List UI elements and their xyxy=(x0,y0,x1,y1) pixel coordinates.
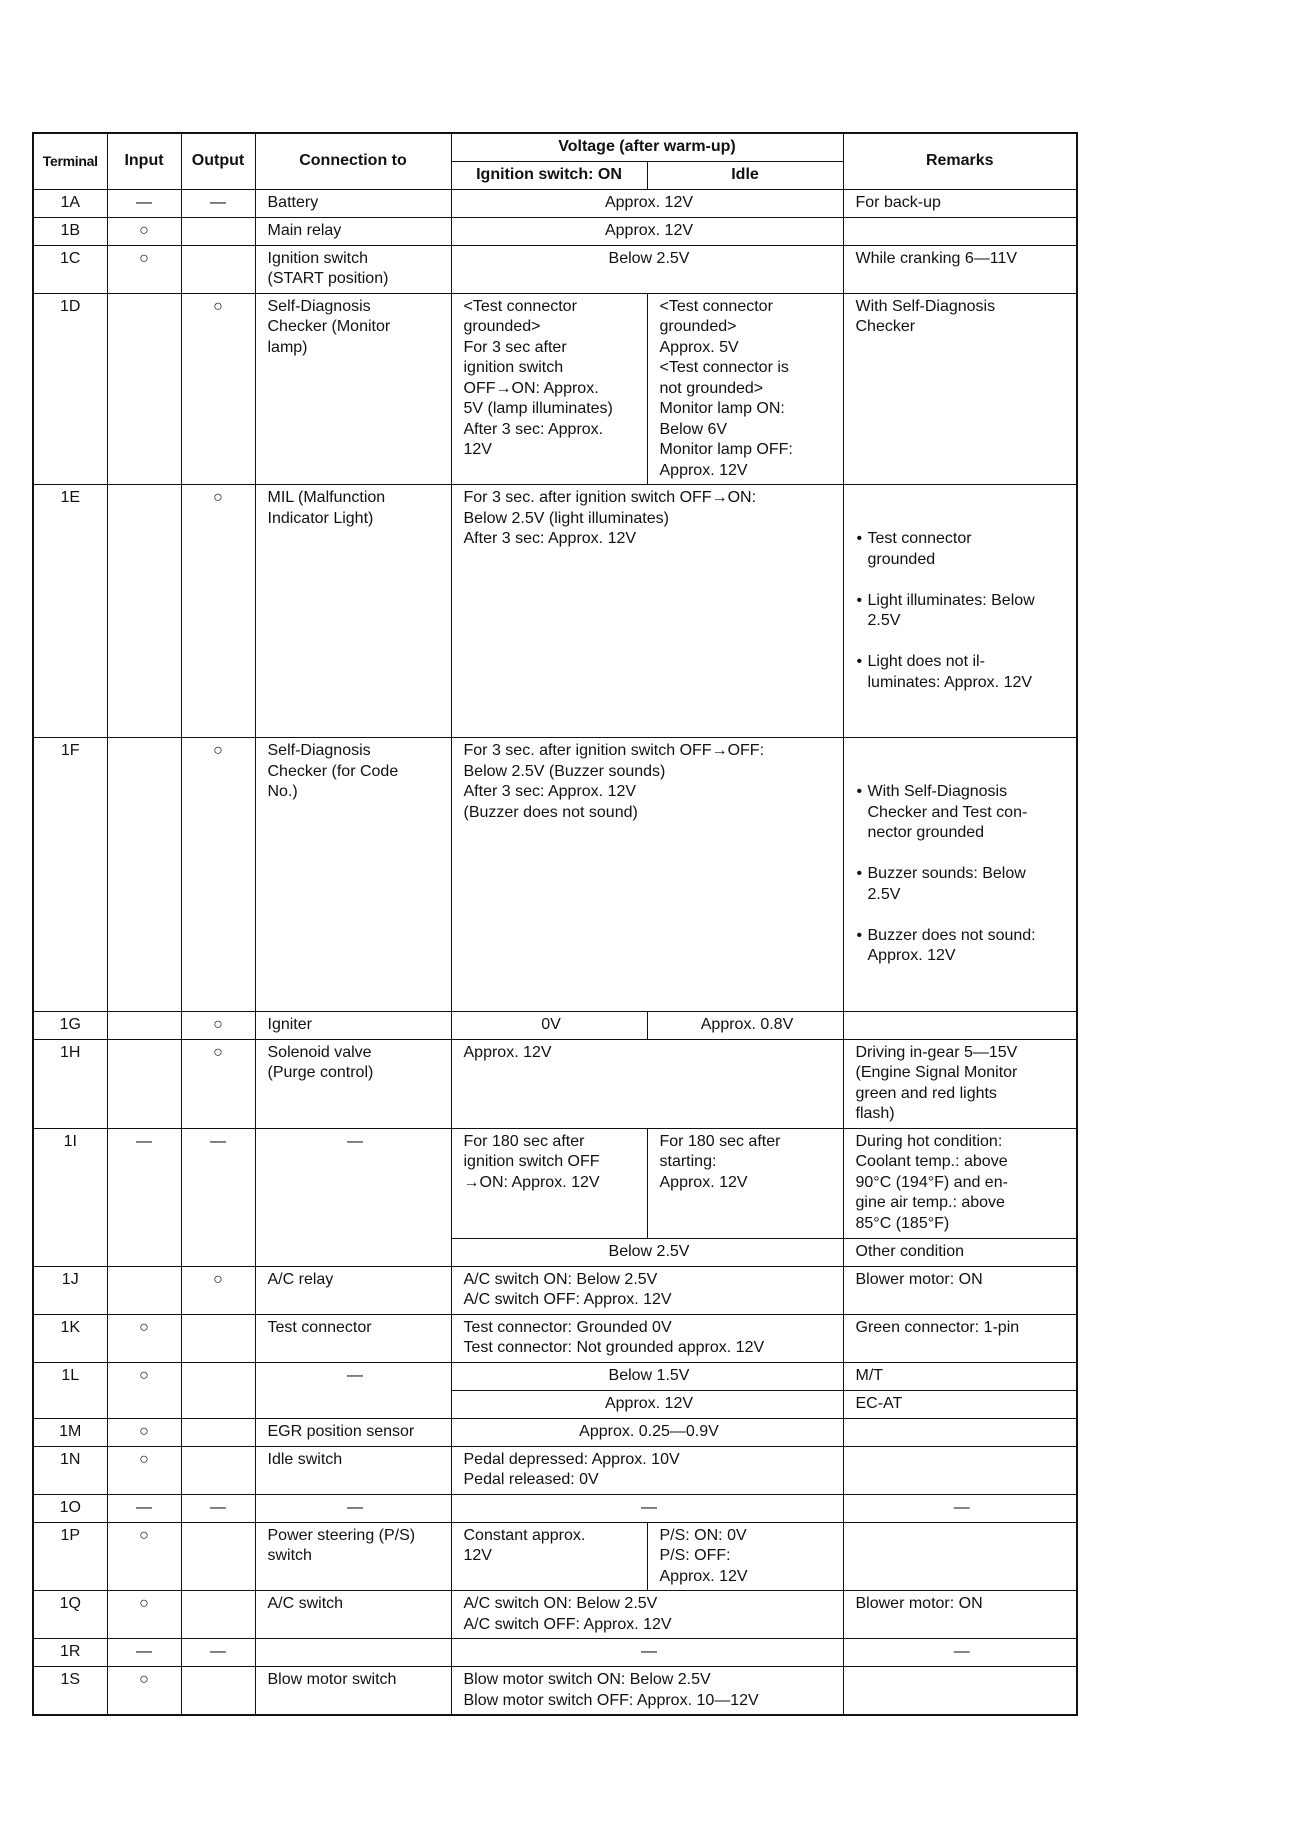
terminal-cell: 1S xyxy=(33,1667,107,1716)
table-row xyxy=(33,1494,1077,1522)
output-cell xyxy=(181,1418,255,1446)
output-cell xyxy=(181,245,255,293)
voltage-cell: Approx. 12V xyxy=(451,1039,843,1128)
remarks-cell xyxy=(843,1011,1077,1039)
output-cell xyxy=(181,1667,255,1716)
remarks-cell: While cranking 6—11V xyxy=(843,245,1077,293)
terminal-cell: 1L xyxy=(33,1362,107,1418)
connection-cell: Ignition switch (START position) xyxy=(255,245,451,293)
input-cell xyxy=(107,1039,181,1128)
connection-cell: A/C relay xyxy=(255,1266,451,1314)
connection-cell: Test connector xyxy=(255,1314,451,1362)
remarks-cell: Other condition xyxy=(843,1238,1077,1266)
terminal-cell: 1J xyxy=(33,1266,107,1314)
table-row xyxy=(33,1314,1077,1362)
terminal-cell: 1M xyxy=(33,1418,107,1446)
terminal-cell: 1A xyxy=(33,189,107,217)
input-cell: ○ xyxy=(107,217,181,245)
table-row xyxy=(33,1362,1077,1390)
output-cell xyxy=(181,1362,255,1418)
output-cell: — xyxy=(181,1128,255,1266)
connection-cell: Idle switch xyxy=(255,1446,451,1494)
remarks-cell xyxy=(843,1522,1077,1591)
voltage-ignition-on-cell: For 180 sec after ignition switch OFF →ON: Approx. 12V xyxy=(451,1128,647,1238)
connection-cell: A/C switch xyxy=(255,1591,451,1639)
terminal-cell: 1N xyxy=(33,1446,107,1494)
remarks-cell: With Self-Diagnosis Checker xyxy=(843,293,1077,485)
terminal-cell: 1C xyxy=(33,245,107,293)
voltage-cell: Below 1.5V xyxy=(451,1362,843,1390)
output-cell xyxy=(181,1314,255,1362)
voltage-cell: Approx. 12V xyxy=(451,189,843,217)
remarks-cell: — xyxy=(843,1494,1077,1522)
terminal-cell: 1K xyxy=(33,1314,107,1362)
input-cell xyxy=(107,1266,181,1314)
terminal-cell: 1O xyxy=(33,1494,107,1522)
table-row xyxy=(33,1591,1077,1639)
terminal-cell: 1P xyxy=(33,1522,107,1591)
terminal-cell: 1B xyxy=(33,217,107,245)
connection-cell: EGR position sensor xyxy=(255,1418,451,1446)
terminal-cell: 1I xyxy=(33,1128,107,1266)
remarks-bullet: • Light does not il- luminates: Approx. 12V xyxy=(868,652,1069,693)
voltage-cell: A/C switch ON: Below 2.5V A/C switch OFF: Approx. 12V xyxy=(451,1591,843,1639)
header-input: Input xyxy=(107,133,181,189)
voltage-idle-cell: <Test connector grounded> Approx. 5V <Test connector is not grounded> Monitor lamp ON: Below 6V Monitor lamp OFF: Approx. 12V xyxy=(647,293,843,485)
remarks-cell xyxy=(843,485,1077,738)
voltage-cell: A/C switch ON: Below 2.5V A/C switch OFF: Approx. 12V xyxy=(451,1266,843,1314)
input-cell: ○ xyxy=(107,1446,181,1494)
terminal-voltage-table xyxy=(32,132,1078,1716)
terminal-cell: 1R xyxy=(33,1639,107,1667)
header-idle: Idle xyxy=(647,161,843,189)
input-cell xyxy=(107,738,181,1012)
remarks-cell: M/T xyxy=(843,1362,1077,1390)
connection-cell: — xyxy=(255,1494,451,1522)
voltage-idle-cell: For 180 sec after starting: Approx. 12V xyxy=(647,1128,843,1238)
connection-cell: MIL (Malfunction Indicator Light) xyxy=(255,485,451,738)
voltage-idle-cell: Approx. 0.8V xyxy=(647,1011,843,1039)
voltage-cell: Blow motor switch ON: Below 2.5V Blow motor switch OFF: Approx. 10—12V xyxy=(451,1667,843,1716)
input-cell: ○ xyxy=(107,1667,181,1716)
input-cell xyxy=(107,293,181,485)
input-cell: ○ xyxy=(107,245,181,293)
remarks-cell: For back-up xyxy=(843,189,1077,217)
output-cell: ○ xyxy=(181,1039,255,1128)
input-cell: — xyxy=(107,1639,181,1667)
voltage-cell: Approx. 12V xyxy=(451,1390,843,1418)
output-cell: ○ xyxy=(181,1011,255,1039)
remarks-bullet: • With Self-Diagnosis Checker and Test con- nector grounded xyxy=(868,782,1069,844)
connection-cell: — xyxy=(255,1128,451,1266)
input-cell xyxy=(107,1011,181,1039)
connection-cell: Blow motor switch xyxy=(255,1667,451,1716)
connection-cell: Self-Diagnosis Checker (for Code No.) xyxy=(255,738,451,1012)
remarks-cell: EC-AT xyxy=(843,1390,1077,1418)
voltage-ignition-on-cell: Constant approx. 12V xyxy=(451,1522,647,1591)
table-row xyxy=(33,1639,1077,1667)
table-row xyxy=(33,485,1077,738)
remarks-cell xyxy=(843,738,1077,1012)
output-cell xyxy=(181,217,255,245)
header-remarks: Remarks xyxy=(843,133,1077,189)
table-row xyxy=(33,217,1077,245)
remarks-cell: Blower motor: ON xyxy=(843,1266,1077,1314)
table-row xyxy=(33,1266,1077,1314)
voltage-cell: — xyxy=(451,1494,843,1522)
connection-cell: Main relay xyxy=(255,217,451,245)
input-cell: ○ xyxy=(107,1591,181,1639)
remarks-bullet: • Test connector grounded xyxy=(868,529,1069,570)
table-row xyxy=(33,1667,1077,1716)
input-cell: — xyxy=(107,1128,181,1266)
remarks-cell xyxy=(843,1667,1077,1716)
connection-cell: Solenoid valve (Purge control) xyxy=(255,1039,451,1128)
remarks-cell: Green connector: 1-pin xyxy=(843,1314,1077,1362)
remarks-cell xyxy=(843,1418,1077,1446)
table-row xyxy=(33,293,1077,485)
table-row xyxy=(33,738,1077,1012)
terminal-cell: 1E xyxy=(33,485,107,738)
remarks-bullet: • Buzzer does not sound: Approx. 12V xyxy=(868,926,1069,967)
voltage-ignition-on-cell: 0V xyxy=(451,1011,647,1039)
input-cell: ○ xyxy=(107,1362,181,1418)
table-row xyxy=(33,1522,1077,1591)
output-cell xyxy=(181,1446,255,1494)
input-cell xyxy=(107,485,181,738)
terminal-cell: 1D xyxy=(33,293,107,485)
remarks-bullet: • Light illuminates: Below 2.5V xyxy=(868,591,1069,632)
voltage-cell: Test connector: Grounded 0V Test connector: Not grounded approx. 12V xyxy=(451,1314,843,1362)
connection-cell: Igniter xyxy=(255,1011,451,1039)
input-cell: ○ xyxy=(107,1314,181,1362)
remarks-cell xyxy=(843,217,1077,245)
voltage-ignition-on-cell: <Test connector grounded> For 3 sec after ignition switch OFF→ON: Approx. 5V (lamp illuminates) After 3 sec: Approx. 12V xyxy=(451,293,647,485)
input-cell: ○ xyxy=(107,1418,181,1446)
table-row xyxy=(33,1128,1077,1238)
input-cell: — xyxy=(107,189,181,217)
voltage-cell: Approx. 12V xyxy=(451,217,843,245)
table-row xyxy=(33,1039,1077,1128)
connection-cell xyxy=(255,1639,451,1667)
voltage-cell: For 3 sec. after ignition switch OFF→ON: Below 2.5V (light illuminates) After 3 sec: Approx. 12V xyxy=(451,485,843,738)
voltage-idle-cell: P/S: ON: 0V P/S: OFF: Approx. 12V xyxy=(647,1522,843,1591)
header-terminal: Terminal xyxy=(33,133,107,189)
input-cell: ○ xyxy=(107,1522,181,1591)
voltage-cell: Below 2.5V xyxy=(451,245,843,293)
terminal-cell: 1F xyxy=(33,738,107,1012)
connection-cell: Power steering (P/S) switch xyxy=(255,1522,451,1591)
remarks-cell xyxy=(843,1446,1077,1494)
table-row xyxy=(33,189,1077,217)
terminal-cell: 1G xyxy=(33,1011,107,1039)
remarks-bullet: • Buzzer sounds: Below 2.5V xyxy=(868,864,1069,905)
remarks-cell: During hot condition: Coolant temp.: above 90°C (194°F) and en- gine air temp.: above 85°C (185°F) xyxy=(843,1128,1077,1238)
header-connection: Connection to xyxy=(255,133,451,189)
voltage-cell: — xyxy=(451,1639,843,1667)
voltage-cell: Pedal depressed: Approx. 10V Pedal released: 0V xyxy=(451,1446,843,1494)
header-ignition-on: Ignition switch: ON xyxy=(451,161,647,189)
connection-cell: Self-Diagnosis Checker (Monitor lamp) xyxy=(255,293,451,485)
output-cell: ○ xyxy=(181,1266,255,1314)
output-cell xyxy=(181,1591,255,1639)
connection-cell: Battery xyxy=(255,189,451,217)
output-cell xyxy=(181,1522,255,1591)
table-row xyxy=(33,1418,1077,1446)
voltage-cell: Below 2.5V xyxy=(451,1238,843,1266)
input-cell: — xyxy=(107,1494,181,1522)
output-cell: ○ xyxy=(181,485,255,738)
table-row xyxy=(33,1011,1077,1039)
terminal-cell: 1H xyxy=(33,1039,107,1128)
remarks-cell: Driving in-gear 5—15V (Engine Signal Monitor green and red lights flash) xyxy=(843,1039,1077,1128)
table-row xyxy=(33,1446,1077,1494)
terminal-cell: 1Q xyxy=(33,1591,107,1639)
output-cell: — xyxy=(181,1639,255,1667)
header-output: Output xyxy=(181,133,255,189)
voltage-cell: For 3 sec. after ignition switch OFF→OFF: Below 2.5V (Buzzer sounds) After 3 sec: Approx. 12V (Buzzer does not sound) xyxy=(451,738,843,1012)
voltage-cell: Approx. 0.25—0.9V xyxy=(451,1418,843,1446)
output-cell: ○ xyxy=(181,293,255,485)
header-voltage: Voltage (after warm-up) xyxy=(451,133,843,161)
remarks-cell: Blower motor: ON xyxy=(843,1591,1077,1639)
connection-cell: — xyxy=(255,1362,451,1418)
output-cell: — xyxy=(181,189,255,217)
output-cell: — xyxy=(181,1494,255,1522)
table-row xyxy=(33,245,1077,293)
output-cell: ○ xyxy=(181,738,255,1012)
remarks-cell: — xyxy=(843,1639,1077,1667)
